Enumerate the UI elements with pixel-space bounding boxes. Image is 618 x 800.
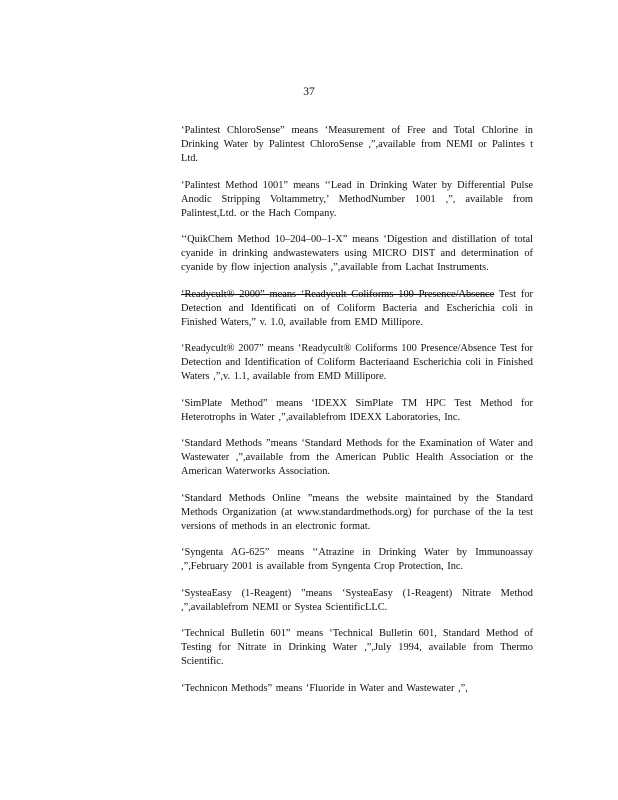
text-line: ‘‘QuikChem Method 10–204–00–1-X” means ‘Digestion and distillation [181,234,497,245]
definition-palintest-method-1001 [181,179,533,221]
text-line: determination of cyanide by flow injection analysis ,”,available from [181,248,533,273]
text-line: Method of Testing for Nitrate in Drinking Water ,”,July 1994, available [181,628,533,653]
text-line: coli in Finished Waters,” v. 1.0, available from EMD Millipore. [181,302,533,328]
definition-readycult-2000 [181,288,533,330]
text-line: Test for Detection and Identification of Coliform Bacteriaand Escherichia [181,343,533,368]
definition-quikchem [181,233,533,275]
text-line: from Thermo Scientific. [181,642,533,667]
text-line: Method ,”,availablefrom NEMI or Systea ScientificLLC. [181,587,533,613]
text-line: ‘Standard Methods Online ”means the website maintained by the Standard [181,492,533,504]
text-line: ‘Technicon Methods” means ‘Fluoride in Water and Wastewater ,”, [181,682,468,694]
text-line: ‘Technical Bulletin 601” means ‘Technical Bulletin 601, Standard [181,628,480,639]
struck-text-line: ‘Readycult® 2000” means ‘Readycult Coliforms 100 Presence/Absence [181,288,495,300]
definition-technical-bulletin-601 [181,627,533,669]
text-line: Pulse Anodic Stripping Voltammetry,’ MethodNumber 1001 ,”, available [181,179,533,205]
text-line: Lachat Instruments. [405,262,489,273]
text-line: ‘Palintest Method 1001” means ‘‘Lead in Drinking Water by Differential [181,179,506,191]
text-line: coli in Finished Waters ,”,v. 1.1, available from EMD Millipore. [181,357,533,382]
text-line: ‘Readycult® 2007” means ‘Readycult® Coliforms 100 Presence/Absence [181,343,497,354]
definition-standard-methods [181,437,533,479]
text-line: Water and Wastewater ,”,available from the American Public Health [181,438,533,463]
text-line: Test for Detection and Identificati on of Coliform Bacteria and Escherichia [181,288,533,314]
text-line: ‘Standard Methods ”means ‘Standard Methods for the Examination of [181,438,486,449]
page-number: 37 [303,86,315,98]
text-line: ‘SimPlate Method” means ‘IDEXX SimPlate TM HPC Test Method for [181,397,533,409]
definition-simplate-method [181,397,533,425]
definition-syngenta-ag-625 [181,546,533,574]
definition-systeaeasy [181,587,533,615]
text-line: Palintes t Ltd. [181,139,533,164]
text-line: Immunoassay ,”,February 2001 is available from Syngenta Crop [181,547,533,572]
definitions-list [181,124,533,708]
text-line: in Drinking Water by Palintest ChloroSense ,”,available from NEMI or [181,125,533,150]
text-line: ‘Syngenta AG-625” means ‘‘Atrazine in Drinking Water by [181,547,468,558]
text-line: of total cyanide in drinking andwastewaters using MICRO DIST and [181,234,533,259]
text-line: la test versions of methods in an electronic format. [181,506,533,532]
text-line: Methods Organization (at www.standardmethods.org) for purchase of the [181,506,502,518]
text-line: ‘SysteaEasy (1-Reagent) ”means ‘SysteaEasy (1-Reagent) Nitrate [181,587,491,599]
definition-palintest-chlorosense [181,124,533,166]
text-line: Association or the American Waterworks Association. [181,452,533,477]
definition-technicon-methods [181,682,533,696]
definition-standard-methods-online [181,492,533,534]
definition-readycult-2007 [181,342,533,384]
text-line: from Palintest,Ltd. or the Hach Company. [181,193,533,219]
text-line: ‘Palintest ChloroSense” means ‘Measurement of Free and Total Chlorine [181,125,519,136]
text-line: Heterotrophs in Water ,”,availablefrom IDEXX Laboratories, Inc. [181,411,461,423]
text-line: Protection, Inc. [398,561,464,572]
